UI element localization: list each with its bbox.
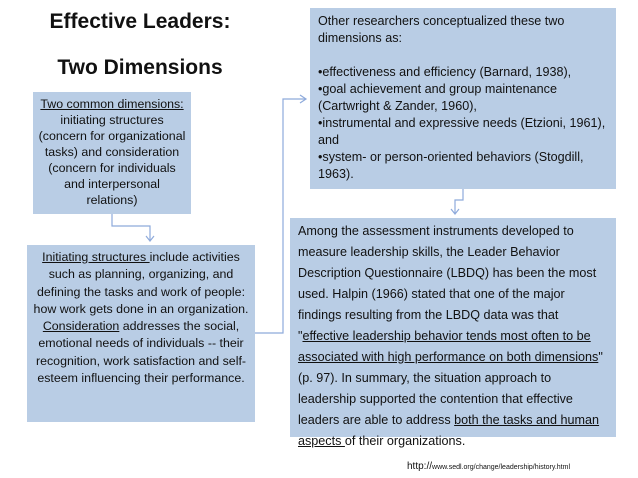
assessment-emphasis: both the tasks and human aspects <box>298 413 600 448</box>
source-url <box>407 461 570 472</box>
two-common-dimensions-text: initiating structures (concern for organizational tasks) and consideration (concern for individuals and interpersonal relations) <box>38 113 186 207</box>
arrow-two-common-to-initiating <box>112 214 150 240</box>
source-url-rest: www.sedl.org/change/leadership/history.html <box>432 464 571 471</box>
two-common-dimensions-label: Two common dimensions: <box>40 97 184 111</box>
researchers-intro: Other researchers conceptualized these two dimensions as: <box>318 14 565 45</box>
researchers-bullet: •system- or person-oriented behaviors (Stogdill, 1963). <box>318 150 584 181</box>
researchers-bullet: •instrumental and expressive needs (Etzioni, 1961), and <box>318 116 606 147</box>
title-line-1: Effective Leaders: <box>49 10 231 33</box>
source-url-prefix: http:// <box>407 461 433 472</box>
initiating-structures-text: include activities such as planning, organizing, and defining the tasks and work of people: how work gets done in an organization. <box>33 250 249 316</box>
assessment-text-3: of their organizations. <box>344 434 466 448</box>
researchers-bullet: •goal achievement and group maintenance (Cartwright & Zander, 1960), <box>318 82 557 113</box>
initiating-structures-term: Initiating structures <box>42 250 150 264</box>
assessment-quote: effective leadership behavior tends most often to be associated with high performance on both dimensions <box>298 329 599 364</box>
consideration-term: Consideration <box>42 319 120 334</box>
arrow-initiating-to-researchers <box>255 99 305 333</box>
assessment-text-1: Among the assessment instruments developed to measure leadership skills, the Leader Behavior Description Questionnaire (LBDQ) has been the most used. Halpin (1966) stated that one of the major findings resulting from the LBDQ data was that " <box>298 224 597 343</box>
assessment-text-2: " (p. 97). In summary, the situation approach to leadership supported the contention that effective leaders are able to address <box>298 350 603 427</box>
researchers-bullet: •effectiveness and efficiency (Barnard, 1938), <box>318 65 572 79</box>
consideration-text: addresses the social, emotional needs of individuals -- their recognition, work satisfaction and self-esteem influencing their performance. <box>35 319 247 386</box>
title-line-2: Two Dimensions <box>57 56 223 79</box>
